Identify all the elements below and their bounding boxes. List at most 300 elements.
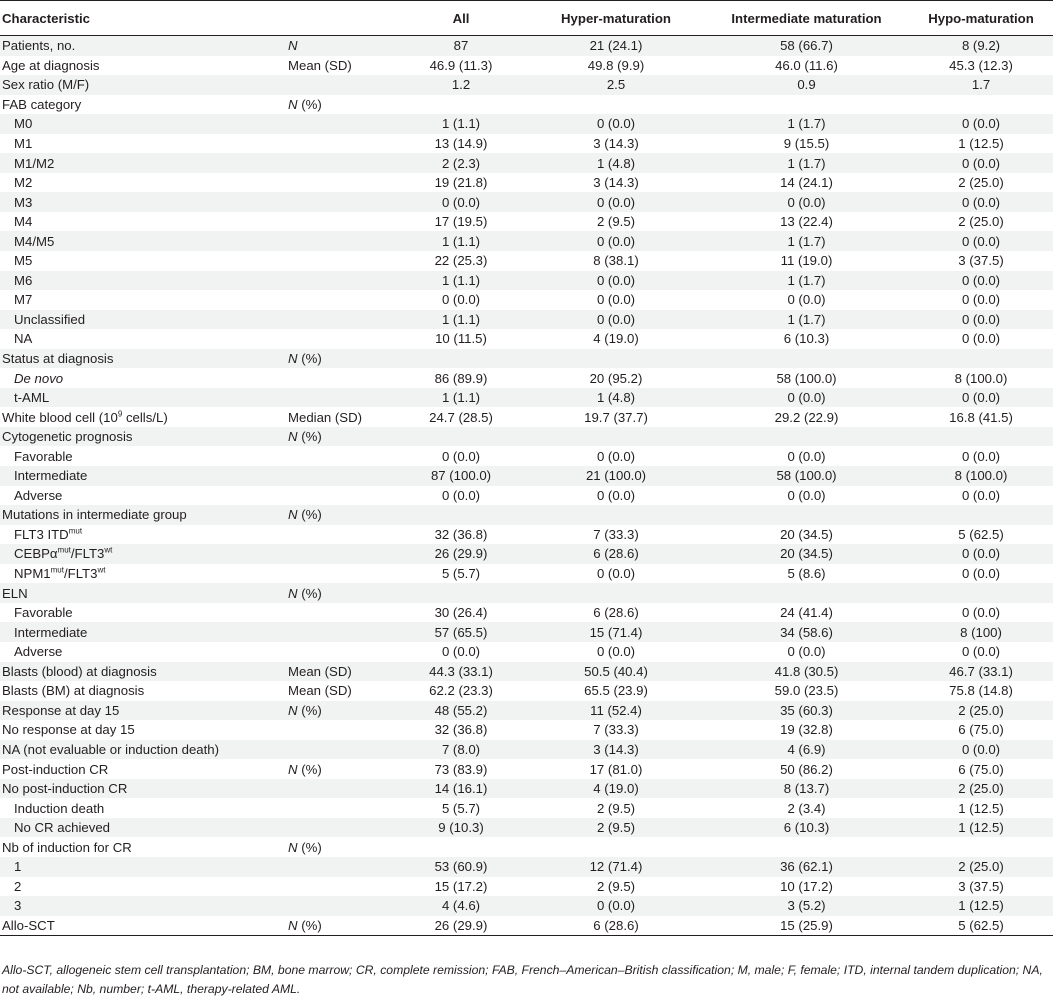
row-label-text: 1 [14, 859, 22, 875]
cell-hyper-maturation: 2.5 [528, 75, 704, 95]
row-label [0, 368, 284, 388]
cell-hyper-maturation: 65.5 (23.9) [584, 683, 648, 699]
cell-intermediate-maturation: 3 (5.2) [704, 896, 909, 916]
table-row [0, 251, 1053, 271]
row-label-text: FAB category [2, 96, 82, 112]
row-statistic [284, 486, 394, 506]
row-statistic [284, 95, 394, 115]
row-label [0, 916, 284, 936]
row-label-text: M1 [14, 136, 33, 151]
row-label-text: Allo-SCT [2, 917, 55, 933]
row-statistic-rest: (%) [297, 839, 322, 855]
row-label [0, 75, 284, 95]
row-label-text: M3 [14, 194, 33, 210]
cell-hyper-maturation: 21 (24.1) [528, 36, 704, 56]
table-row [0, 95, 1053, 115]
cell-all [394, 505, 528, 525]
table-row [0, 134, 1053, 154]
row-label-text: De novo [14, 370, 64, 386]
cell-all: 0 (0.0) [441, 292, 481, 308]
cell-hyper-maturation: 17 (81.0) [589, 761, 643, 777]
cell-all: 0 (0.0) [394, 192, 528, 212]
cell-hypo-maturation: 3 (37.5) [958, 253, 1004, 269]
cell-all: 1 (1.1) [394, 271, 528, 291]
table-row [0, 681, 1053, 701]
cell-hypo-maturation: 0 (0.0) [961, 448, 1001, 464]
row-statistic-n: N [288, 96, 298, 112]
row-label [0, 329, 284, 349]
cell-all: 7 (8.0) [394, 740, 528, 760]
row-label [0, 779, 284, 799]
row-label [0, 407, 284, 427]
cell-all: 24.7 (28.5) [429, 409, 493, 425]
cell-hypo-maturation: 8 (9.2) [909, 36, 1053, 56]
row-label-text: Post-induction CR [2, 761, 109, 777]
cell-hyper-maturation: 3 (14.3) [528, 740, 704, 760]
cell-hyper-maturation: 1 (4.8) [528, 153, 704, 173]
row-label [0, 95, 284, 115]
row-label-text: FLT3 ITD [14, 526, 69, 542]
cell-hyper-maturation: 2 (9.5) [596, 214, 636, 230]
row-statistic: Mean (SD) [284, 662, 394, 682]
cell-all: 73 (83.9) [434, 761, 488, 777]
row-statistic [284, 466, 394, 486]
cell-hyper-maturation: 6 (28.6) [528, 916, 704, 936]
cell-intermediate-maturation: 4 (6.9) [704, 740, 909, 760]
cell-intermediate-maturation [704, 427, 909, 447]
cell-intermediate-maturation: 0 (0.0) [704, 388, 909, 408]
cell-all: 46.9 (11.3) [429, 57, 493, 73]
row-label [0, 310, 284, 330]
table-row [0, 290, 1053, 310]
table-row [0, 56, 1053, 76]
table-row [0, 779, 1053, 799]
row-statistic [284, 877, 394, 897]
cell-hyper-maturation: 49.8 (9.9) [587, 57, 645, 73]
row-label [0, 759, 284, 779]
cell-hyper-maturation: 2 (9.5) [596, 878, 636, 894]
row-statistic [284, 622, 394, 642]
cell-hypo-maturation: 0 (0.0) [961, 292, 1001, 308]
row-statistic [284, 583, 394, 603]
row-label [0, 740, 284, 760]
cell-all: 48 (55.2) [394, 701, 528, 721]
row-statistic-n: N [288, 585, 298, 601]
table-row [0, 310, 1053, 330]
row-label [0, 153, 284, 173]
cell-intermediate-maturation: 15 (25.9) [704, 916, 909, 936]
row-label-text: Response at day 15 [2, 702, 120, 718]
row-label-text: t-AML [14, 390, 50, 406]
row-label-superscript: mut [57, 546, 71, 556]
cell-hypo-maturation: 6 (75.0) [958, 761, 1004, 777]
cell-all: 22 (25.3) [434, 253, 488, 269]
cell-hyper-maturation: 1 (4.8) [528, 388, 704, 408]
table-row [0, 486, 1053, 506]
row-statistic [284, 446, 394, 466]
row-label-superscript-2: wt [97, 565, 106, 575]
row-label-text: ELN [2, 585, 28, 601]
cell-all: 4 (4.6) [394, 896, 528, 916]
row-label [0, 622, 284, 642]
cell-hypo-maturation: 6 (75.0) [958, 722, 1004, 738]
cell-hyper-maturation: 2 (9.5) [596, 800, 636, 816]
row-label-text: NA [14, 331, 33, 347]
row-statistic-n: N [288, 702, 298, 718]
cell-hyper-maturation: 0 (0.0) [528, 114, 704, 134]
row-label [0, 192, 284, 212]
cell-all: 19 (21.8) [434, 175, 488, 191]
cell-hypo-maturation: 0 (0.0) [961, 644, 1001, 660]
row-statistic-rest: (%) [297, 351, 322, 367]
table-row [0, 701, 1053, 721]
cell-hyper-maturation: 0 (0.0) [528, 310, 704, 330]
table-row [0, 505, 1053, 525]
cell-intermediate-maturation: 35 (60.3) [704, 701, 909, 721]
cell-intermediate-maturation: 10 (17.2) [780, 878, 833, 894]
row-label-superscript: 9 [117, 409, 123, 419]
cell-intermediate-maturation: 34 (58.6) [704, 622, 909, 642]
cell-intermediate-maturation: 50 (86.2) [780, 761, 833, 777]
cell-hypo-maturation: 0 (0.0) [909, 271, 1053, 291]
row-statistic [284, 759, 394, 779]
cell-intermediate-maturation: 11 (19.0) [780, 253, 833, 269]
cell-all: 14 (16.1) [394, 779, 528, 799]
row-label [0, 877, 284, 897]
cell-hyper-maturation: 7 (33.3) [593, 526, 639, 542]
table-row [0, 231, 1053, 251]
cell-hypo-maturation: 0 (0.0) [909, 114, 1053, 134]
row-label [0, 603, 284, 623]
table-header [0, 1, 1053, 36]
row-label-text: Blasts (BM) at diagnosis [2, 683, 145, 699]
row-label [0, 290, 284, 310]
row-label-text: Induction death [14, 800, 105, 816]
row-statistic [284, 310, 394, 330]
cell-hypo-maturation: 0 (0.0) [909, 231, 1053, 251]
row-statistic [284, 329, 394, 349]
cell-hypo-maturation: 1.7 [909, 75, 1053, 95]
cell-hyper-maturation: 19.7 (37.7) [584, 409, 648, 425]
row-label-superscript: mut [68, 526, 83, 536]
cell-hypo-maturation: 5 (62.5) [958, 526, 1004, 542]
table-row [0, 798, 1053, 818]
table-row [0, 759, 1053, 779]
cell-hypo-maturation: 2 (25.0) [909, 857, 1053, 877]
cell-intermediate-maturation [704, 583, 909, 603]
row-statistic-rest: (%) [297, 507, 322, 523]
cell-hypo-maturation: 8 (100.0) [909, 466, 1053, 486]
table-row [0, 75, 1053, 95]
row-statistic [284, 368, 394, 388]
row-statistic-rest: (%) [297, 585, 322, 601]
cell-hyper-maturation [528, 837, 704, 857]
table-row [0, 271, 1053, 291]
table-row [0, 368, 1053, 388]
cell-all: 15 (17.2) [434, 878, 488, 894]
table-row [0, 857, 1053, 877]
row-label-text: CEBPα [14, 546, 58, 562]
row-label [0, 837, 284, 857]
table-row [0, 173, 1053, 193]
row-statistic [284, 916, 394, 936]
row-statistic [284, 525, 394, 545]
row-label [0, 662, 284, 682]
header-row [0, 1, 1053, 36]
row-label [0, 446, 284, 466]
row-label-text: Favorable [14, 448, 73, 464]
cell-hyper-maturation: 0 (0.0) [596, 448, 636, 464]
table-row [0, 740, 1053, 760]
row-statistic [284, 349, 394, 369]
row-label-text: Intermediate [14, 468, 88, 484]
row-label [0, 544, 284, 564]
cell-intermediate-maturation: 41.8 (30.5) [704, 662, 909, 682]
row-statistic-rest: (%) [297, 429, 322, 445]
cell-hyper-maturation: 50.5 (40.4) [528, 662, 704, 682]
row-statistic-n: N [288, 761, 298, 777]
cell-all: 0 (0.0) [441, 448, 481, 464]
table-row [0, 877, 1053, 897]
table-row [0, 642, 1053, 662]
table-row [0, 896, 1053, 916]
cell-intermediate-maturation: 8 (13.7) [704, 779, 909, 799]
cell-intermediate-maturation: 6 (10.3) [704, 818, 909, 838]
row-label [0, 857, 284, 877]
row-label [0, 681, 284, 701]
cell-hyper-maturation: 0 (0.0) [596, 292, 636, 308]
cell-intermediate-maturation: 19 (32.8) [780, 722, 833, 738]
cell-hypo-maturation: 75.8 (14.8) [949, 683, 1013, 699]
row-label-text: Patients, no. [2, 38, 76, 54]
header-hypo-maturation: Hypo-maturation [909, 1, 1053, 36]
cell-hyper-maturation: 8 (38.1) [593, 253, 639, 269]
cell-all: 0 (0.0) [441, 644, 481, 660]
cell-intermediate-maturation [704, 95, 909, 115]
row-label-text: M7 [14, 292, 33, 308]
cell-intermediate-maturation: 58 (100.0) [704, 466, 909, 486]
cell-intermediate-maturation: 0 (0.0) [787, 292, 826, 308]
row-label-text: Mutations in intermediate group [2, 507, 187, 523]
row-statistic [284, 212, 394, 232]
row-statistic [284, 114, 394, 134]
header-characteristic: Characteristic [0, 1, 284, 36]
cell-all: 87 (100.0) [394, 466, 528, 486]
cell-intermediate-maturation: 0 (0.0) [787, 644, 826, 660]
row-statistic [284, 818, 394, 838]
row-label-text: NPM1 [14, 566, 51, 582]
row-statistic-n: N [288, 839, 298, 855]
cell-hypo-maturation [909, 349, 1053, 369]
row-statistic [284, 290, 394, 310]
cell-all: 2 (2.3) [394, 153, 528, 173]
cell-all: 1 (1.1) [394, 310, 528, 330]
row-label-text: Sex ratio (M/F) [2, 77, 90, 93]
row-statistic-n: N [288, 917, 298, 933]
cell-hypo-maturation: 3 (37.5) [958, 878, 1004, 894]
row-statistic [284, 388, 394, 408]
cell-hyper-maturation: 0 (0.0) [528, 271, 704, 291]
row-label [0, 505, 284, 525]
row-statistic [284, 173, 394, 193]
cell-all: 53 (60.9) [394, 857, 528, 877]
row-statistic [284, 75, 394, 95]
row-label-text: White blood cell (10 [2, 409, 118, 425]
row-label-superscript: mut [50, 565, 64, 575]
cell-hypo-maturation: 0 (0.0) [909, 544, 1053, 564]
cell-hypo-maturation: 2 (25.0) [958, 175, 1004, 191]
table-row [0, 466, 1053, 486]
row-label [0, 212, 284, 232]
cell-all: 32 (36.8) [434, 526, 488, 542]
table-row [0, 544, 1053, 564]
cell-hyper-maturation: 7 (33.3) [593, 722, 639, 738]
cell-hypo-maturation [909, 837, 1053, 857]
row-statistic [284, 642, 394, 662]
row-label [0, 564, 284, 584]
row-label-text: M0 [14, 116, 33, 132]
row-statistic [284, 837, 394, 857]
cell-all [394, 349, 528, 369]
row-statistic-n: N [288, 429, 298, 445]
row-label [0, 720, 284, 740]
cell-hypo-maturation [909, 427, 1053, 447]
row-label [0, 134, 284, 154]
cell-hyper-maturation: 12 (71.4) [528, 857, 704, 877]
cell-hypo-maturation: 1 (12.5) [909, 896, 1053, 916]
cell-all: 57 (65.5) [394, 622, 528, 642]
cell-intermediate-maturation: 1 (1.7) [704, 114, 909, 134]
cell-intermediate-maturation: 1 (1.7) [704, 271, 909, 291]
cell-hypo-maturation: 0 (0.0) [909, 192, 1053, 212]
cell-intermediate-maturation: 0 (0.0) [704, 192, 909, 212]
row-label [0, 251, 284, 271]
cell-hyper-maturation: 0 (0.0) [596, 487, 636, 503]
cell-hypo-maturation: 0 (0.0) [909, 740, 1053, 760]
row-label-text: Cytogenetic prognosis [2, 429, 133, 445]
cell-intermediate-maturation: 29.2 (22.9) [774, 409, 839, 425]
cell-all: 86 (89.9) [434, 370, 488, 386]
row-label [0, 642, 284, 662]
table-row [0, 564, 1053, 584]
row-statistic [284, 779, 394, 799]
cell-all [394, 837, 528, 857]
cell-all: 32 (36.8) [434, 722, 488, 738]
cell-hypo-maturation: 1 (12.5) [958, 800, 1004, 816]
row-label [0, 525, 284, 545]
row-statistic [284, 192, 394, 212]
table-row [0, 446, 1053, 466]
row-statistic [284, 798, 394, 818]
cell-all: 1 (1.1) [394, 388, 528, 408]
row-label [0, 173, 284, 193]
cell-all [394, 95, 528, 115]
cell-hypo-maturation: 1 (12.5) [909, 818, 1053, 838]
table-row [0, 427, 1053, 447]
cell-intermediate-maturation: 46.0 (11.6) [775, 57, 838, 73]
table-row [0, 662, 1053, 682]
row-label [0, 427, 284, 447]
cell-hyper-maturation [528, 95, 704, 115]
row-label-text: Unclassified [14, 311, 86, 327]
row-label-text: M6 [14, 272, 33, 288]
row-label-text: Adverse [14, 644, 63, 660]
cell-all: 26 (29.9) [394, 916, 528, 936]
row-statistic: Median (SD) [288, 409, 363, 425]
table-row [0, 407, 1053, 427]
cell-hypo-maturation: 45.3 (12.3) [949, 57, 1013, 73]
row-label-text: M1/M2 [14, 155, 55, 171]
row-label-suffix: cells/L) [122, 409, 168, 425]
table-row [0, 212, 1053, 232]
row-label [0, 466, 284, 486]
cell-intermediate-maturation: 14 (24.1) [780, 175, 833, 191]
cell-intermediate-maturation: 36 (62.1) [704, 857, 909, 877]
row-label [0, 36, 284, 56]
header-all: All [394, 1, 528, 36]
row-statistic [284, 603, 394, 623]
cell-hypo-maturation [909, 95, 1053, 115]
cell-hypo-maturation [909, 583, 1053, 603]
row-statistic [284, 544, 394, 564]
cell-all [394, 583, 528, 603]
cell-intermediate-maturation [704, 837, 909, 857]
cell-hyper-maturation [528, 505, 704, 525]
cell-intermediate-maturation: 58 (100.0) [776, 370, 837, 386]
row-statistic: Mean (SD) [288, 57, 352, 73]
row-label-text: M4 [14, 214, 33, 230]
row-label-text: No response at day 15 [2, 722, 135, 738]
cell-hypo-maturation [909, 505, 1053, 525]
cell-all: 1 (1.1) [394, 114, 528, 134]
header-intermediate-maturation: Intermediate maturation [704, 1, 909, 36]
row-statistic [284, 231, 394, 251]
cell-intermediate-maturation: 13 (22.4) [780, 214, 833, 230]
row-statistic-rest: (%) [297, 761, 322, 777]
row-label [0, 583, 284, 603]
cell-hypo-maturation: 2 (25.0) [958, 214, 1004, 230]
row-label [0, 56, 284, 76]
row-label-suffix: /FLT3 [63, 566, 98, 582]
cell-hyper-maturation: 2 (9.5) [528, 818, 704, 838]
cell-hypo-maturation: 0 (0.0) [961, 331, 1001, 347]
row-label [0, 231, 284, 251]
row-label [0, 896, 284, 916]
row-statistic [284, 271, 394, 291]
cell-hyper-maturation [528, 427, 704, 447]
cell-intermediate-maturation: 9 (15.5) [783, 136, 830, 151]
table-row [0, 525, 1053, 545]
cell-hyper-maturation: 15 (71.4) [528, 622, 704, 642]
cell-all: 62.2 (23.3) [429, 683, 493, 699]
row-statistic [284, 720, 394, 740]
cell-hyper-maturation: 6 (28.6) [593, 605, 639, 621]
row-label-text: 2 [14, 878, 22, 894]
row-label [0, 114, 284, 134]
row-statistic [284, 896, 394, 916]
cell-intermediate-maturation: 6 (10.3) [783, 331, 830, 347]
cell-hyper-maturation: 6 (28.6) [528, 544, 704, 564]
row-statistic [284, 740, 394, 760]
row-statistic [284, 153, 394, 173]
cell-intermediate-maturation: 20 (34.5) [704, 544, 909, 564]
cell-all: 87 [394, 36, 528, 56]
cell-hyper-maturation: 0 (0.0) [596, 644, 636, 660]
cell-hyper-maturation [528, 583, 704, 603]
cell-all: 9 (10.3) [394, 818, 528, 838]
cell-hypo-maturation: 8 (100.0) [954, 370, 1008, 386]
cell-all: 17 (19.5) [434, 214, 488, 230]
